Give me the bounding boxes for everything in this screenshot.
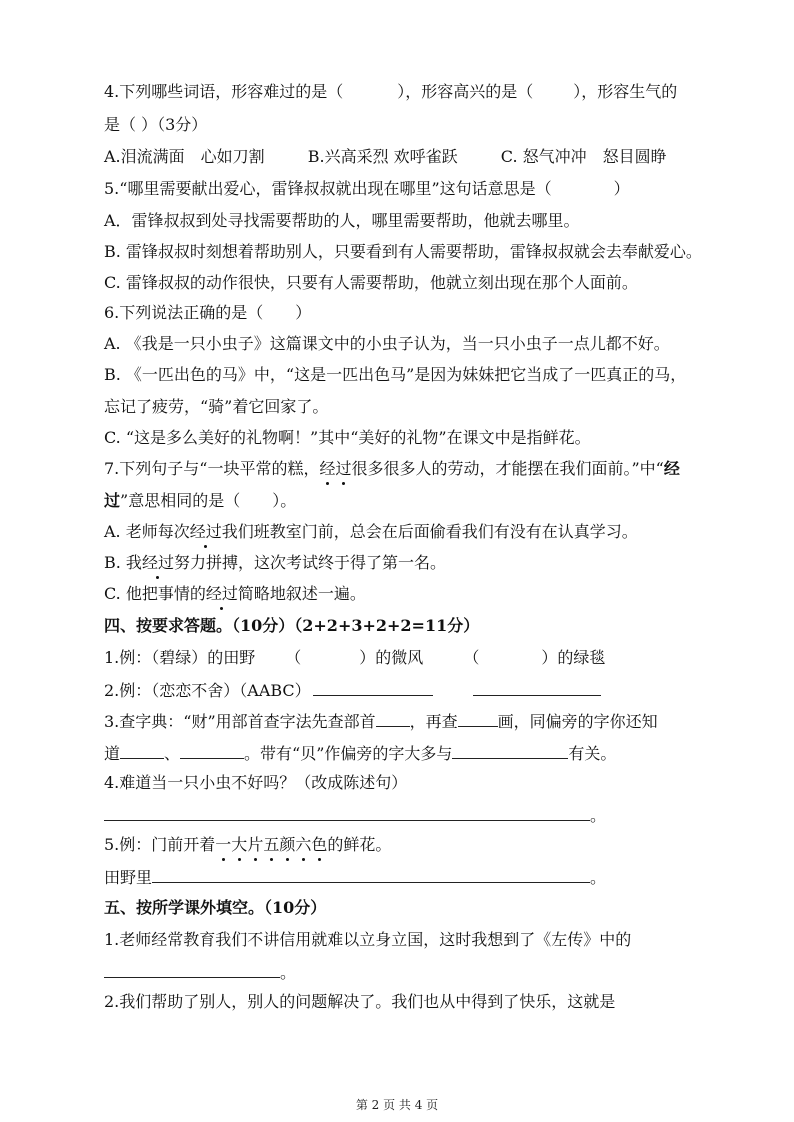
q7-option-b-dotted: 经过 bbox=[141, 553, 174, 572]
q4-stem-c: ），形容生气的 bbox=[573, 82, 678, 101]
s4-item-2 bbox=[104, 679, 601, 701]
s4-item-3-blank-meaning[interactable] bbox=[452, 742, 568, 759]
s4-item-5-dotted-char: 六 bbox=[295, 835, 312, 854]
s4-item-3-a: 3.查字典：“财”用部首查字法先查部首 bbox=[104, 712, 376, 731]
s4-item-1-end-open: （ bbox=[463, 648, 480, 667]
q4-stem-a: 4.下列哪些词语，形容难过的是（ bbox=[104, 82, 344, 101]
page-footer: 第 2 页 共 4 页 bbox=[355, 1098, 439, 1112]
q7-option-c-pre: C. 他把事情的 bbox=[104, 584, 206, 603]
s4-item-1-end-close: ）的绿毯 bbox=[541, 648, 606, 667]
q7-stem-line-2 bbox=[104, 491, 296, 511]
s4-item-5-answer-label: 田野里 bbox=[104, 868, 153, 887]
q7-option-a-post: 我们班教室门前，总会在后面偷看我们有没有在认真学习。 bbox=[221, 522, 638, 541]
q6-option-a: A. 《我是一只小虫子》这篇课文中的小虫子认为，当一只小虫子一点儿都不好。 bbox=[104, 334, 670, 353]
s4-item-5-answer-line bbox=[104, 866, 606, 888]
q7-option-b-post: 努力拼搏，这次考试终于得了第一名。 bbox=[173, 553, 446, 572]
q5-stem-a: 5.“哪里需要献出爱心，雷锋叔叔就出现在哪里”这句话意思是（ bbox=[104, 179, 552, 198]
s4-item-5-dotted-char: 颜 bbox=[279, 835, 296, 854]
q7-option-c-post: 简略地叙述一遍。 bbox=[237, 584, 366, 603]
s4-item-3-g: 有关。 bbox=[568, 744, 617, 763]
q5-option-c: C. 雷锋叔叔的动作很快，只要有人需要帮助，他就立刻出现在那个人面前。 bbox=[104, 273, 638, 292]
q5-stem-b: ） bbox=[613, 179, 630, 198]
q4-option-c: C. 怒气冲冲 怒目圆睁 bbox=[500, 147, 667, 166]
q6-option-b-line-1: B. 《一匹出色的马》中，“这是一匹出色马”是因为妹妹把它当成了一匹真正的马， bbox=[104, 365, 687, 384]
s4-item-3-b: ，再查 bbox=[409, 712, 458, 731]
s4-item-3-line-1 bbox=[104, 710, 658, 732]
s4-item-3-blank-radical[interactable] bbox=[376, 710, 410, 727]
q7-option-a-pre: A. 老师每次 bbox=[104, 522, 190, 541]
s4-item-3-blank-strokes[interactable] bbox=[458, 710, 498, 727]
s5-item-1-blank[interactable] bbox=[104, 961, 280, 978]
s4-item-3-line-2 bbox=[104, 742, 616, 764]
s4-item-5-dotted-char: 一 bbox=[215, 835, 232, 854]
q4-line-1 bbox=[104, 82, 677, 102]
s4-item-5-dotted-char: 大 bbox=[231, 835, 248, 854]
q4-stem-b: ），形容高兴的是（ bbox=[397, 82, 534, 101]
s4-item-3-e: 、 bbox=[164, 744, 181, 763]
s4-item-1 bbox=[104, 648, 605, 668]
q7-stem-bold-1: 经 bbox=[663, 459, 680, 478]
q4-option-b: B.兴高采烈 欢呼雀跃 bbox=[307, 147, 458, 166]
q7-stem-b: 很多很多人的劳动，才能摆在我们面前。”中“ bbox=[351, 459, 664, 478]
s4-item-1-mid-close: ）的微风 bbox=[359, 648, 424, 667]
s4-item-5-dotted-char: 五 bbox=[263, 835, 280, 854]
s4-item-1-mid-open: （ bbox=[285, 648, 302, 667]
section-5-heading: 五、按所学课外填空。（10分） bbox=[104, 898, 327, 917]
s5-item-2-line-1: 2.我们帮助了别人，别人的问题解决了。我们也从中得到了快乐，这就是 bbox=[104, 992, 616, 1011]
q6-option-c: C. “这是多么美好的礼物啊！”其中“美好的礼物”在课文中是指鲜花。 bbox=[104, 428, 591, 447]
q5-option-a: A．雷锋叔叔到处寻找需要帮助的人，哪里需要帮助，他就去哪里。 bbox=[104, 211, 580, 230]
q7-option-b bbox=[104, 553, 446, 573]
s4-item-2-label: 2.例：（恋恋不舍）（AABC） bbox=[104, 681, 311, 700]
q7-option-c-dotted: 经过 bbox=[205, 584, 238, 603]
s4-item-3-blank-char-2[interactable] bbox=[180, 742, 244, 759]
s4-item-3-c: 画，同偏旁的字你还知 bbox=[497, 712, 658, 731]
s5-item-1-answer-line bbox=[104, 961, 296, 983]
s4-item-5-dotted-char: 片 bbox=[247, 835, 264, 854]
s5-item-1-end: 。 bbox=[280, 963, 297, 982]
s4-item-5-blank[interactable] bbox=[152, 866, 590, 883]
s4-item-5-end: 。 bbox=[590, 868, 607, 887]
s4-item-4-end: 。 bbox=[590, 806, 607, 825]
s4-item-3-f: 。带有“贝”作偏旁的字大多与 bbox=[244, 744, 453, 763]
s4-item-2-blank-1[interactable] bbox=[313, 679, 433, 696]
s4-item-2-blank-2[interactable] bbox=[473, 679, 601, 696]
q7-option-b-pre: B. 我 bbox=[104, 553, 142, 572]
s4-item-5-pre: 5.例：门前开着 bbox=[104, 835, 216, 854]
s5-item-1-line-1: 1.老师经常教育我们不讲信用就难以立身立国，这时我想到了《左传》中的 bbox=[104, 930, 632, 949]
s4-item-5-example bbox=[104, 835, 391, 855]
q7-stem-dotted-1: 经 bbox=[319, 459, 336, 478]
s4-item-5-post: 的鲜花。 bbox=[327, 835, 392, 854]
q7-option-a bbox=[104, 522, 638, 542]
s4-item-4-label: 4.难道当一只小虫不好吗？（改成陈述句） bbox=[104, 773, 408, 792]
q7-stem-dotted-2: 过 bbox=[335, 459, 352, 478]
s4-item-3-blank-char-1[interactable] bbox=[120, 742, 164, 759]
q5-stem bbox=[104, 179, 630, 199]
q7-stem-a: 7.下列句子与“一块平常的糕， bbox=[104, 459, 320, 478]
q7-stem-line-1 bbox=[104, 459, 680, 479]
q6-option-b-line-2: 忘记了疲劳，“骑”着它回家了。 bbox=[104, 397, 329, 416]
s4-item-1-label: 1.例：（碧绿）的田野 bbox=[104, 648, 256, 667]
q7-option-a-dotted: 经过 bbox=[189, 522, 222, 541]
q7-option-c bbox=[104, 584, 366, 604]
s4-item-4-answer-line bbox=[104, 804, 606, 826]
s4-item-3-d: 道 bbox=[104, 744, 121, 763]
q4-option-a: A.泪流满面 心如刀割 bbox=[104, 147, 265, 166]
q4-line-2: 是（ ）（3分） bbox=[104, 115, 208, 134]
q6-stem: 6.下列说法正确的是（ ） bbox=[104, 303, 312, 322]
s4-item-5-dotted-char: 色 bbox=[311, 835, 328, 854]
s4-item-4-blank[interactable] bbox=[104, 804, 590, 821]
q7-stem-c: ”意思相同的是（ ）。 bbox=[120, 491, 297, 510]
q7-stem-bold-2: 过 bbox=[104, 491, 121, 510]
section-4-heading: 四、按要求答题。（10分）（2+2+3+2+2=11分） bbox=[104, 616, 480, 635]
q5-option-b: B. 雷锋叔叔时刻想着帮助别人，只要看到有人需要帮助，雷锋叔叔就会去奉献爱心。 bbox=[104, 242, 702, 261]
q4-options bbox=[104, 147, 667, 167]
